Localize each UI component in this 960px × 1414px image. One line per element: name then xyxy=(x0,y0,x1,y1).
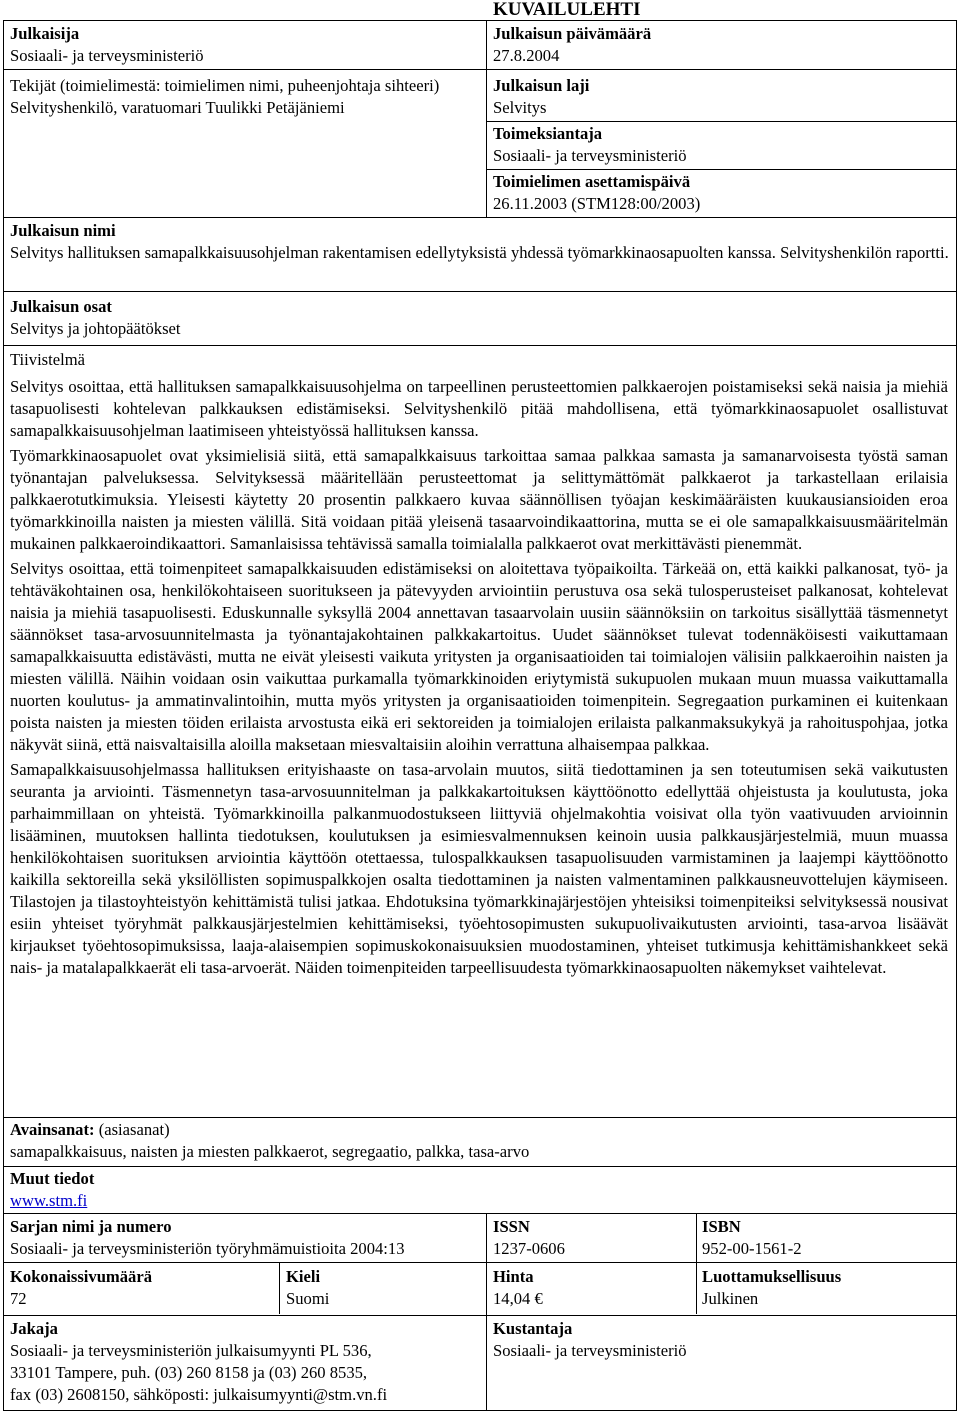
parts-label: Julkaisun osat xyxy=(10,297,112,316)
date-value: 27.8.2004 xyxy=(493,46,560,65)
date-label: Julkaisun päivämäärä xyxy=(493,24,652,43)
confidentiality-value: Julkinen xyxy=(702,1289,759,1308)
header-divider xyxy=(486,21,487,217)
commissioner-value: Sosiaali- ja terveysministeriö xyxy=(493,146,687,165)
summary-paragraph-2: Työmarkkinaosapuolet ovat yksimielisiä siitä, että samapalkkaisuus tarkoittaa samaa palkkaa samasta ja samanarvoisesta työstä saman työnantajan palveluksessa. Selvityksessä määritellään perusteettomat ja selittymättömät palkkaerot ja tarkastellaan erilaisia palkkaerotutkimuksia. Yleisesti käytetty 20 prosentin palkkaero kuvaa säännöllisen työajan keskimääräisten kuukausiansioiden eroa työmarkkinoilla naisten ja miesten välillä. Sitä voidaan pitää yleisenä tasaarvoindikaattorina, mutta se ei ole samapalkkaisuusmääritelmän mukainen palkkaeroindikaattori. Samanlaisissa tehtävissä samalla toimialalla palkkaerot ovat merkittävästi pienemmät. xyxy=(10,446,948,553)
publisher2-cell xyxy=(493,1318,687,1362)
summary-label: Tiivistelmä xyxy=(10,350,85,369)
publisher-divider xyxy=(4,69,486,70)
pages-label: Kokonaissivumäärä xyxy=(10,1267,152,1286)
parts-value: Selvitys ja johtopäätökset xyxy=(10,319,181,338)
distributor-cell xyxy=(10,1318,387,1406)
name-value: Selvitys hallituksen samapalkkaisuusohjelman rakentamisen edellytyksistä yhdessä työmarkkinaosapuolten kanssa. Selvityshenkilön raportti. xyxy=(10,243,949,262)
commissioner-divider xyxy=(486,169,956,170)
bottom-table xyxy=(3,1213,957,1411)
series-value: Sosiaali- ja terveysministeriön työryhmämuistioita 2004:13 xyxy=(10,1239,405,1258)
issn-value: 1237-0606 xyxy=(493,1239,565,1258)
keywords-note: (asiasanat) xyxy=(98,1120,170,1139)
header-block xyxy=(3,20,957,218)
appointed-section xyxy=(493,171,953,215)
col-divider-issn xyxy=(486,1214,487,1410)
other-section xyxy=(10,1168,950,1212)
price-cell xyxy=(493,1266,543,1310)
summary-paragraph-1: Selvitys osoittaa, että hallituksen samapalkkaisuusohjelma on tarpeellinen perusteettomien palkkaerojen poistamiseksi sekä naisia ja miehiä tasapuolisesti kohtelevan palkkauksen edistämiseksi. Selvityshenkilö pitää mahdollisena, että työmarkkinaosapuolet osallistuvat samapalkkaisuusohjelman laatimiseen yhteistyössä hallituksen kanssa. xyxy=(10,377,948,440)
appointed-value: 26.11.2003 (STM128:00/2003) xyxy=(493,194,701,213)
other-label: Muut tiedot xyxy=(10,1169,95,1188)
type-section xyxy=(493,75,953,119)
type-divider xyxy=(486,121,956,122)
series-cell xyxy=(10,1216,405,1260)
publisher2-label: Kustantaja xyxy=(493,1319,573,1338)
distributor-line-2: 33101 Tampere, puh. (03) 260 8158 ja (03) 260 8535, xyxy=(10,1363,368,1382)
summary-paragraph-4: Samapalkkaisuusohjelmassa hallituksen erityishaaste on tasa-arvolain muutos, siitä tiedottaminen ja sen toteutumisen sekä vaikutusten seuranta ja arviointi. Täsmennetyn tasa-arvosuunnitelman ja palkkakartoituksen käyttöönotto edellyttää ohjeistusta ja koulutusta, joka parhaimmillaan on yhteistä. Työmarkkinoilla palkanmuodostukseen liittyviä ohjelmakohtia voisivat olla työn vaativuuden arvioinnin lisääminen, muutoksen hallinta tiedotuksen, koulutuksen ja esimiesvalmennuksen keinoin uusia palkkausjärjestelmiä, muun muassa henkilökohtaisen suorituksen arviointia käyttöön otettaessa, tulospalkkauksen tasapuolisuuden varmistaminen ja laajempi käyttöönotto kaikilla sektoreilla sekä yksilöllisten sopimuspalkkojen osalta tiedottaminen ja naisten valmentaminen palkkausneuvottelujen käymiseen. Tilastojen ja tilastoyhteistyön kehittämistä tulisi jatkaa. Ehdotuksina työmarkkinajärjestöjen yhteisiksi toimenpiteiksi selvityksessä nousivat esiin yhteiset työryhmät palkkausjärjestelmien kehittämiseksi, työehtosopimusten sukupuolivaikutusten arviointi, tasa-arvoa lisäävät kirjaukset työehtosopimuksissa, laaja-alaisempien sopimuskokonaisuuksien muodostaminen, yhteiset tutkimusja kehittämishankkeet sekä nais- ja matalapalkkaerät eli tasa-arvoerät. Näiden toimenpiteiden tarpeellisuudesta työmarkkinaosapuolten näkemykset vaihtelevat. xyxy=(10,760,948,977)
language-value: Suomi xyxy=(286,1289,330,1308)
date-divider xyxy=(486,69,956,70)
pages-cell xyxy=(10,1266,152,1310)
name-divider xyxy=(4,291,956,292)
stm-link[interactable]: www.stm.fi xyxy=(10,1191,88,1210)
issn-cell xyxy=(493,1216,565,1260)
parts-section xyxy=(10,296,950,340)
distributor-label: Jakaja xyxy=(10,1319,58,1338)
authors-label: Tekijät (toimielimestä: toimielimen nimi, puheenjohtaja sihteeri) xyxy=(10,76,440,95)
appointed-label: Toimielimen asettamispäivä xyxy=(493,172,691,191)
publisher-label: Julkaisija xyxy=(10,24,80,43)
distributor-line-1: Sosiaali- ja terveysministeriön julkaisumyynti PL 536, xyxy=(10,1341,372,1360)
summary-section xyxy=(10,349,948,982)
pages-value: 72 xyxy=(10,1289,27,1308)
issn-label: ISSN xyxy=(493,1217,530,1236)
col-divider-kieli xyxy=(279,1262,280,1314)
type-value: Selvitys xyxy=(493,98,547,117)
right-meta xyxy=(493,23,953,67)
keywords-label: Avainsanat: xyxy=(10,1120,95,1139)
commissioner-section xyxy=(493,123,953,167)
main-block xyxy=(3,217,957,1214)
keywords-section xyxy=(10,1119,950,1163)
keywords-divider xyxy=(4,1166,956,1167)
publisher-value: Sosiaali- ja terveysministeriö xyxy=(10,46,204,65)
price-label: Hinta xyxy=(493,1267,534,1286)
name-label: Julkaisun nimi xyxy=(10,221,116,240)
summary-divider xyxy=(4,1117,956,1118)
summary-paragraph-3: Selvitys osoittaa, että toimenpiteet samapalkkaisuuden edistämiseksi on aloitettava työpaikoilta. Tärkeää on, että kaikki palkanosat, työ- ja tehtäväkohtainen osa, henkilökohtaiseen suoritukseen ja pätevyyden arviointiin perustuva osa sekä tulosperusteiset palkanosat, kohtelevat naisia ja miehiä tasapuolisesti. Eduskunnalle syksyllä 2004 annettavan tasaarvolain uusiin säännöksiin on tarkoitus sisällyttää täsmennetyt säännökset tasa-arvosuunnitelmasta ja työnantajakohtainen palkkakartoitus. Uudet säännökset tulevat todennäköisesti vaikuttamaan samapalkkaisuutta edistävästi, mutta ne eivät yleisesti vaikuta yritysten ja organisaatioiden tai toimialojen välisiin palkkaeroihin naisten ja miesten välillä. Näihin voidaan osin vaikuttaa purkamalla työmarkkinoiden eriytymistä sukupuolen mukaan muun muassa vaikuttamalla nuorten koulutus- ja ammatinvalintoihin, mutta myös yritysten ja organisaatioiden toimenpitein. Segregaation purkaminen ei kuitenkaan poista naisten ja miesten töiden erilaista arvostusta eikä eri sektoreiden ja toimialojen erilaista palkanmaksukykyä ja rahoituspohjaa, jotka näkyvät siinä, että naisvaltaisilla aloilla maksetaan miesvaltaisiin aloihin verrattuna alhaisempaa palkkaa. xyxy=(10,559,948,754)
keywords-value: samapalkkaisuus, naisten ja miesten palkkaerot, segregaatio, palkka, tasa-arvo xyxy=(10,1142,530,1161)
authors-value: Selvityshenkilö, varatuomari Tuulikki Petäjäniemi xyxy=(10,98,345,117)
row-divider-2 xyxy=(4,1315,956,1316)
series-label: Sarjan nimi ja numero xyxy=(10,1217,172,1236)
language-cell xyxy=(286,1266,329,1310)
type-label: Julkaisun laji xyxy=(493,76,590,95)
name-section xyxy=(10,220,950,264)
isbn-label: ISBN xyxy=(702,1217,741,1236)
col-divider-isbn xyxy=(696,1214,697,1314)
form-title: KUVAILULEHTI xyxy=(493,0,641,20)
language-label: Kieli xyxy=(286,1267,321,1286)
distributor-line-3: fax (03) 2608150, sähköposti: julkaisumyynti@stm.vn.fi xyxy=(10,1385,388,1404)
commissioner-label: Toimeksiantaja xyxy=(493,124,603,143)
isbn-value: 952-00-1561-2 xyxy=(702,1239,802,1258)
row-divider-1 xyxy=(4,1262,956,1263)
confidentiality-label: Luottamuksellisuus xyxy=(702,1267,842,1286)
parts-divider xyxy=(4,345,956,346)
price-value: 14,04 € xyxy=(493,1289,543,1308)
confidentiality-cell xyxy=(702,1266,841,1310)
isbn-cell xyxy=(702,1216,802,1260)
publisher2-value: Sosiaali- ja terveysministeriö xyxy=(493,1341,687,1360)
publisher-section xyxy=(10,23,480,67)
authors-section xyxy=(10,75,470,119)
